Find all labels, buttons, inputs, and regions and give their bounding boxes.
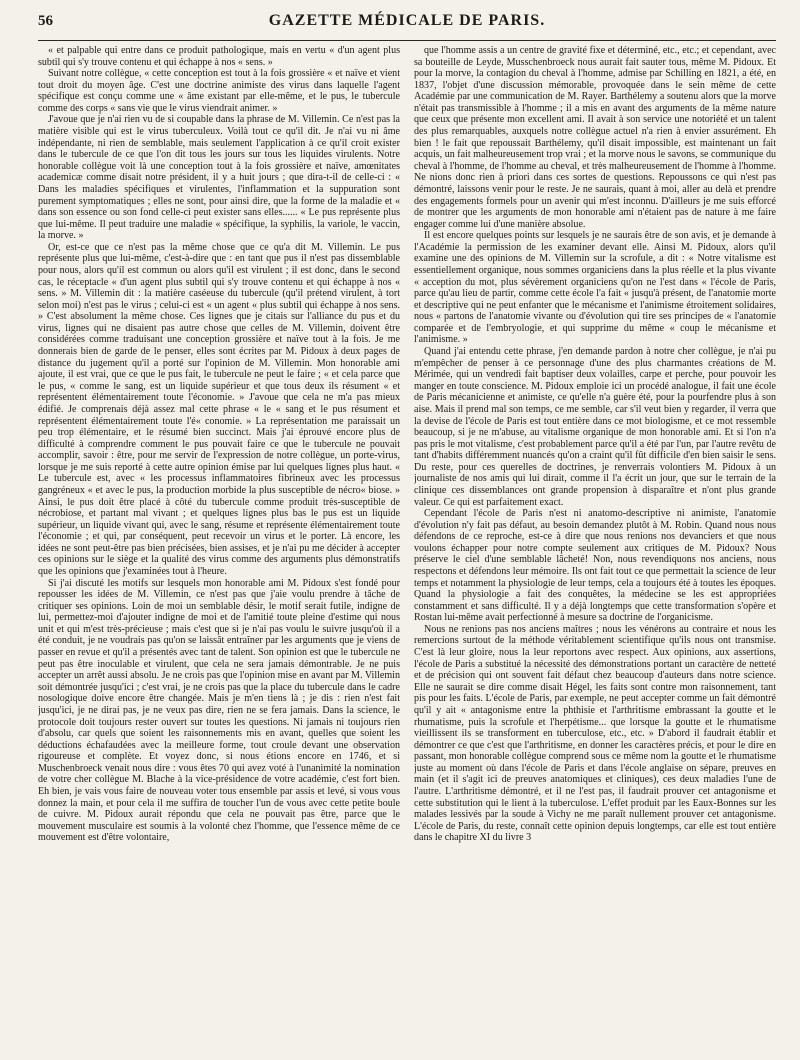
paragraph: J'avoue que je n'ai rien vu de si coupable dans la phrase de M. Villemin. Ce n'est pas la matière visible qui est le virus tuberculeux. Voilà tout ce qu'il dit. Je n'ai vu ni âme indépendante, ni rien de semblable, mais seulement l'application à ce qu'il croit exister dans le tubercule de ce que l'on dit tous les jours sur tous les liquides virulents. Notre honorable collègue voit là une conception tout à la fois grossière et naïve, amœnitates academicæ comme disait notre président, il y a huit jours ; que dira-t-il de celle-ci : « Dans les maladies spécifiques et virulentes, l'inflammation et la suppuration sont purement symptomatiques ; elles ne sont, pour ainsi dire, que la forme de la maladie et « dans son essence ou son fond celle-ci peut exister sans elles...... « Le pus représente plus que lui-même. Il peut traduire une maladie « spécifique, la syphilis, la variole, le vaccin, la morve. » — [38, 114, 400, 242]
left-column — [38, 45, 400, 1053]
paragraph: Cependant l'école de Paris n'est ni anatomo-descriptive ni animiste, l'anatomie d'évolution n'y fait pas défaut, au besoin demandez plutôt à M. Robin. Quand nous nous défendons de ce reproche, est-ce à dire que nous renions nos devanciers et que nous voulons échapper pour notre compte seulement aux critiques de M. Pidoux? Nous préserve le ciel d'une semblable lâcheté! Non, nous revendiquons nos anciens, nous respectons et défendons leur mémoire. Ils ont fait tout ce que permettait la science de leur temps et notamment la physiologie de leur temps, cela a toujours été à toutes les époques. Quand la physiologie a fait des conquêtes, la médecine se les est appropriées constamment et sans difficulté. Il y a déjà longtemps que cette transformation s'opère et Rostan lui-même avait perfectionné à mesure sa doctrine de l'organicisme. — [414, 508, 776, 624]
paragraph: « et palpable qui entre dans ce produit pathologique, mais en vertu « d'un agent plus subtil qui s'y trouve contenu et qui échappe à nos « sens. » — [38, 45, 400, 68]
page-number: 56 — [38, 13, 53, 29]
running-title: GAZETTE MÉDICALE DE PARIS. — [268, 12, 546, 29]
paragraph: Quand j'ai entendu cette phrase, j'en demande pardon à notre cher collègue, je n'ai pu m'empêcher de penser à ce personnage d'une des plus charmantes créations de M. Mérimée, qui un vendredi fait baptiser deux volailles, carpe et perche, pour pouvoir les manger en toute conscience. M. Pidoux emploie ici un procédé analogue, il fait une école de Paris mécanicienne et animiste, ce qu'elle n'a guère été, pour la pourfendre plus à son aise. Mais il prend mal son temps, ce me semble, car s'il veut bien y regarder, il verra que la devise de l'école de Paris est tout entière dans ce mot biologisme, et ce mot ressemble beaucoup, si je ne m'abuse, au vitalisme organique de mon honorable ami. Et si l'on n'a pas pris le mot vitalisme, c'est probablement parce qu'il a été par l'un, par l'autre revêtu de tant d'habits différemment nuancés qu'on a craint qu'il fût difficile d'en bien saisir le sens. Du reste, pour ces querelles de doctrines, je renverrais volontiers M. Pidoux à un journaliste de nos amis qui lui dirait, comme il l'a écrit un jour, que sur le terrain de la clinique ces dissemblances ont grande propension à disparaître et n'ont plus grande valeur. Ce qui est parfaitement exact. — [414, 346, 776, 508]
paragraph: Si j'ai discuté les motifs sur lesquels mon honorable ami M. Pidoux s'est fondé pour repousser les idées de M. Villemin, ce n'est pas que j'aie voulu prendre à tâche de critiquer ses opinions. Loin de moi un semblable désir, le motif serait futile, indigne de lui, permettez-moi d'ajouter indigne de moi et de l'amitié toute pleine d'estime qui nous unit et qui m'est très-précieuse ; mais c'est que si je n'ai pas voulu le suivre jusqu'où il a été conduit, je ne voudrais pas qu'on se laissât entraîner par les arguments que je viens de passer en revue et qu'il a présentés avec tant de talent. Son opinion est que le tubercule ne peut pas être inoculable et virulent, que cela ne sera jamais démontrable. Je ne puis accepter un arrêt aussi absolu. Je ne crois pas que l'opinion mise en avant par M. Villemin soit démontrée jusqu'ici ; c'est vrai, je ne crois pas que la place du tubercule dans le cadre nosologique doive encore être changée. Mais je m'en tiens là ; je dis : rien n'est fait jusqu'ici, je ne dirai pas, je ne veux pas dire, rien ne se fera jamais. Dans la science, le protocole doit toujours rester ouvert sur toutes les questions. Ni jamais ni toujours rien d'absolu, car quels que soient les raisonnements mis en avant, quelles que soient les déductions échafaudées avec la meilleure forme, tout croule devant une observation rigoureuse et complète. Et voyez donc, si nous étions encore en 1746, et si Muschenbroeck venait nous dire : vous êtes 70 qui avez voté à l'unanimité la nomination de votre cher collègue M. Blache à la vice-présidence de votre académie, c'est fort bien. Eh bien, je vais vous faire de nouveau voter tous ensemble par assis et levé, si vous vous donnez la main, et pour cela il me suffira de toucher l'un de vous avec cette petite boule de cuivre. M. Pidoux aurait répondu que cela ne pouvait pas être, parce que le mouvement musculaire est soumis à la volonté chez l'homme, que l'essence même de ce mouvement est d'être volontaire, — [38, 577, 400, 844]
page-header — [38, 12, 776, 41]
paragraph: Suivant notre collègue, « cette conception est tout à la fois grossière « et naïve et vient tout droit du moyen âge. C'est une doctrine animiste des virus dans laquelle l'agent spécifique est conçu comme une « âme existant par elle-même, et le pus, le tubercule comme des corps « sans vie que le virus viendrait animer. » — [38, 68, 400, 114]
right-column — [414, 45, 776, 1053]
text-columns — [38, 45, 776, 1053]
paragraph: Nous ne renions pas nos anciens maîtres ; nous les vénérons au contraire et nous les remercions surtout de la méthode véritablement scientifique qu'ils nous ont transmise. C'est là leur gloire, nous la leur reportons avec respect. Aux opinions, aux assertions, l'école de Paris a substitué la nécessité des démonstrations portant un caractère de netteté et de précision qui ont souvent fait défaut chez beaucoup d'auteurs dans notre science. Elle ne saurait se dire comme disait Hégel, les faits sont contre mon raisonnement, tant pis pour les faits. L'école de Paris, par exemple, ne peut accepter comme un fait démontré qu'il y ait « antagonisme entre la phthisie et l'arthritisme embrassant la goutte et le rhumatisme, puis la scrofule et l'herpétisme... que lorsque la goutte et le rhumatisme vieillissent ils se transforment en tuberculose, etc., etc. » D'abord il faudrait établir et démontrer ce que c'est que l'arthritisme, en donner les caractères précis, et pour le dire en passant, mon honorable collègue comprend sous ce même nom la goutte et le rhumatisme juste au moment où dans l'école de Paris et dans l'école anglaise on sépare, preuves en main (et il s'agit ici de preuves anatomiques et cliniques), ces deux maladies l'une de l'autre. L'arthritisme démontré, et il ne l'est pas, il faudrait prouver cet antagonisme et cette substitution qui le lient à la tuberculose. L'effet produit par les Eaux-Bonnes sur les malades lessivés par la soude à Vichy ne me paraît nullement prouver cet antagonisme. L'école de Paris, du reste, connaît cette opinion depuis longtemps, car elle est tout entière dans le chapitre XI du livre 3 — [414, 623, 776, 844]
paragraph: Il est encore quelques points sur lesquels je ne saurais être de son avis, et je demande à l'Académie la permission de les examiner devant elle. Ainsi M. Pidoux, alors qu'il examine une des opinions de M. Villemin sur la scrofule, a dit : « Notre vitalisme est essentiellement organique, nous sommes organiciens dans la plus réelle et la plus vivante « acception du mot, plus sévèrement organiciens qu'on ne l'est dans « l'école de Paris, parce qu'au lieu de partir, comme cette école l'a fait « jusqu'à présent, de l'anatomie morte et descriptive qui ne peut enfanter que le mécanisme et l'animisme étroitement solidaires, nous « partons de l'anatomie vivante ou d'évolution qui tire ses principes de « l'anatomie comparée et de l'embryologie, et qui supprime du même « coup le mécanisme et l'animisme. » — [414, 230, 776, 346]
paragraph: que l'homme assis a un centre de gravité fixe et déterminé, etc., etc.; et cependant, avec sa bouteille de Leyde, Musschenbroeck nous aurait fait sauter tous, même M. Pidoux. Et pour la morve, la contagion du cheval à l'homme, admise par Schilling en 1821, a été, en 1837, l'objet d'une discussion mémorable, provoquée dans le sein même de cette Académie par une communication de M. Rayer. Barthélemy a soutenu alors que la morve n'était pas transmissible à l'homme ; il a mis en avant des arguments de la même nature que ceux que présente mon excellent ami. Il avait à son service une notoriété et un talent des plus remarquables, auxquels notre collègue actuel n'a rien à envier assurément. Eh bien ! le fait que repoussait Barthélemy, qu'il disait impossible, est maintenant un fait acquis, un fait malheureusement trop vrai ; et la morve nous le savons, se communique du cheval à l'homme, de l'homme au cheval, et très malheureusement de l'homme à l'homme. Ne nions donc rien à priori dans ces sortes de questions. Repoussons ce qui n'est pas démontré, laissons venir pour le reste. Je ne saurais, quant à moi, aller au delà et prendre des engagements formels pour un avenir qui m'est inconnu. D'ailleurs je me suis efforcé de montrer que les arguments de mon honorable ami n'étaient pas de nature à me faire engager comme lui d'une manière absolue. — [414, 45, 776, 230]
paragraph: Or, est-ce que ce n'est pas la même chose que ce qu'a dit M. Villemin. Le pus représente plus que lui-même, c'est-à-dire que : en tant que pus il n'est pas dissemblable pour nous, alors qu'il est commun ou alors qu'il est virulent ; il est donc, dans le second cas, le réceptacle « d'un agent plus subtil qui s'y trouve contenu et qui échappe à nos « sens. » M. Villemin dit : la matière caséeuse du tubercule (qu'il prétend virulent, à tort selon moi) n'est pas le virus ; celui-ci est « un agent « plus subtil qui échappe à nos sens. » C'est absolument la même chose. Ces lignes que je citais sur l'alliance du pus et du virus, lignes qui ne disaient pas autre chose que celles de M. Villemin, doivent être considérées comme traduisant une conception grossière et naïve tout à la fois. Je me donnerais bien de garde de le penser, elles sont écrites par M. Pidoux à deux pages de distance du jugement qu'il a porté sur l'opinion de M. Villemin. Mon honorable ami ajoute, il est vrai, que ce que le pus fait, le tubercule ne peut le faire ; « et cela parce que le pus, « comme le sang, est un liquide supérieur et que tous deux ils résument « et représentent élémentairement toute l'économie. » J'avoue que cela ne m'a pas mieux édifié. Je comprenais déjà assez mal cette phrase « le « sang et le pus résument et représentent élémentairement toute l'é« conomie. » La représentation me paraissait un peu trop élémentaire, et le résumé bien succinct. Mais j'ai éprouvé encore plus de difficulté à comprendre comment le pus pouvait faire ce que le tubercule ne pouvait accomplir, savoir : être, pour me servir de l'expression de notre collègue, un porte-virus, lorsque je me suis reporté à cette autre opinion émise par lui quelques lignes plus haut. « Le tubercule est, avec « les processus inflammatoires fibrineux avec les processus gangréneux « et avec le pus, la production morbide la plus susceptible de nécro« biose. » Ainsi, le pus doit être placé à côté du tubercule comme produit très-susceptible de nécrobiose, et partant mal vivant ; et quelques lignes plus bas le pus est un liquide supérieur, un liquide vivant qui, avec le sang, résume et représente élémentairement toute l'économie ; et qui, par conséquent, peut recevoir un virus et le porter. Là encore, les idées ne sont peut-être pas bien précisées, bien assises, et je n'ai pu me décider à accepter ces opinions sur le siège et la qualité des virus comme des arguments plus démonstratifs que les opinions que j'examinées tout à l'heure. — [38, 241, 400, 578]
